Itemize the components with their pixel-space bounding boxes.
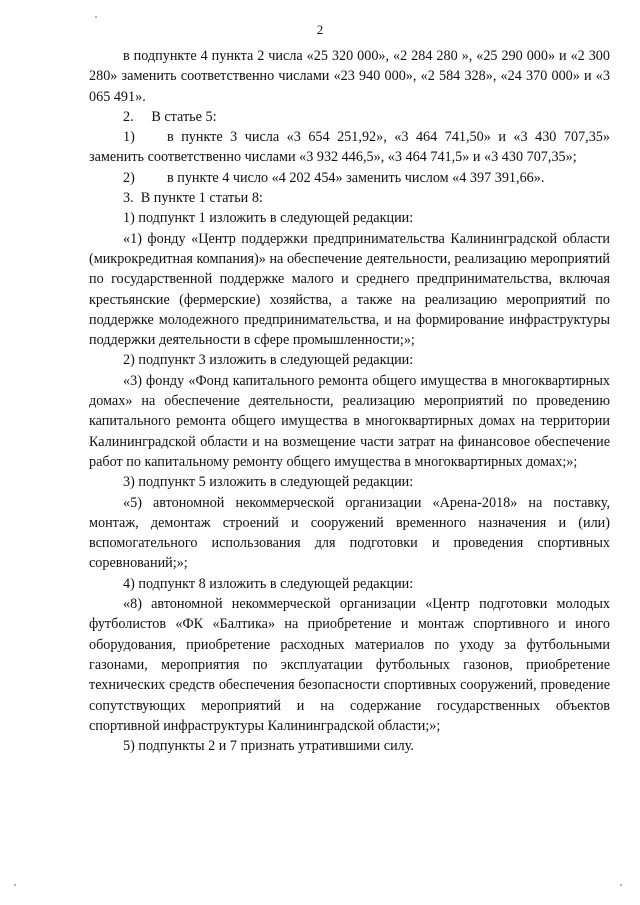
- list-item-number: 2): [123, 169, 135, 186]
- list-item-text: в пункте 3 числа «3 654 251,92», «3 464 741,50» и «3 430 707,35» заменить соответственно числами «3 932 446,5», «3 464 741,5» и «3 430 707,35»;: [89, 129, 610, 166]
- paragraph: в подпункте 4 пункта 2 числа «25 320 000», «2 284 280 », «25 290 000» и «2 300 280» заменить соответственно числами «23 940 000», «2 584 328», «24 370 000» и «3 065 491».: [89, 48, 610, 105]
- paragraph: 2. В статье 5:: [123, 108, 217, 125]
- scan-dot: [95, 16, 97, 18]
- page-number: 2: [316, 22, 324, 37]
- scan-dot: [620, 884, 622, 886]
- scan-dot: [14, 884, 16, 886]
- paragraph: «1) фонду «Центр поддержки предпринимательства Калининградской области (микрокредитная компания)» на обеспечение деятельности, реализацию мероприятий по государственной поддержке малого и среднего предпринимательства, включая крестьянские (фермерские) хозяйства, а также на реализацию мероприятий по поддержке молодежного предпринимательства, и на формирование инфраструктуры поддержки деятельности в сфере промышленности;»;: [89, 230, 610, 349]
- paragraph: «3) фонду «Фонд капитального ремонта общего имущества в многоквартирных домах» на обеспечение деятельности, реализацию мероприятий по проведению капитального ремонта общего имущества в многоквартирных домах на территории Калининградской области и на возмещение части затрат на финансовое обеспечение работ по капитальному ремонту общего имущества в многоквартирных домах;»;: [89, 372, 610, 470]
- paragraph: 5) подпункты 2 и 7 признать утратившими силу.: [123, 738, 414, 755]
- paragraph: 1) подпункт 1 изложить в следующей редакции:: [123, 210, 414, 227]
- paragraph: 4) подпункт 8 изложить в следующей редакции:: [123, 575, 414, 592]
- paragraph: 3) подпункт 5 изложить в следующей редакции:: [123, 474, 414, 491]
- paragraph: 2) подпункт 3 изложить в следующей редакции:: [123, 352, 414, 369]
- document-body: [89, 46, 610, 756]
- list-item: [89, 127, 610, 168]
- list-item-number: 1): [123, 129, 135, 146]
- paragraph: «8) автономной некоммерческой организации «Центр подготовки молодых футболистов «ФК «Балтика» на приобретение и монтаж спортивного и иного оборудования, приобретение расходных материалов по уходу за футбольными газонами, мероприятия по эксплуатации футбольных газонов, приобретение технических средств обеспечения безопасности спортивных сооружений, проведение сопутствующих мероприятий и на содержание государственных объектов спортивной инфраструктуры Калининградской области;»;: [89, 596, 610, 734]
- list-item-text: в пункте 4 число «4 202 454» заменить числом «4 397 391,66».: [167, 169, 545, 186]
- paragraph: «5) автономной некоммерческой организации «Арена-2018» на поставку, монтаж, демонтаж строений и сооружений временного назначения и (или) вспомогательного использования для подготовки и проведения спортивных соревнований;»;: [89, 494, 610, 572]
- list-item: [89, 168, 610, 188]
- paragraph: 3. В пункте 1 статьи 8:: [123, 190, 263, 207]
